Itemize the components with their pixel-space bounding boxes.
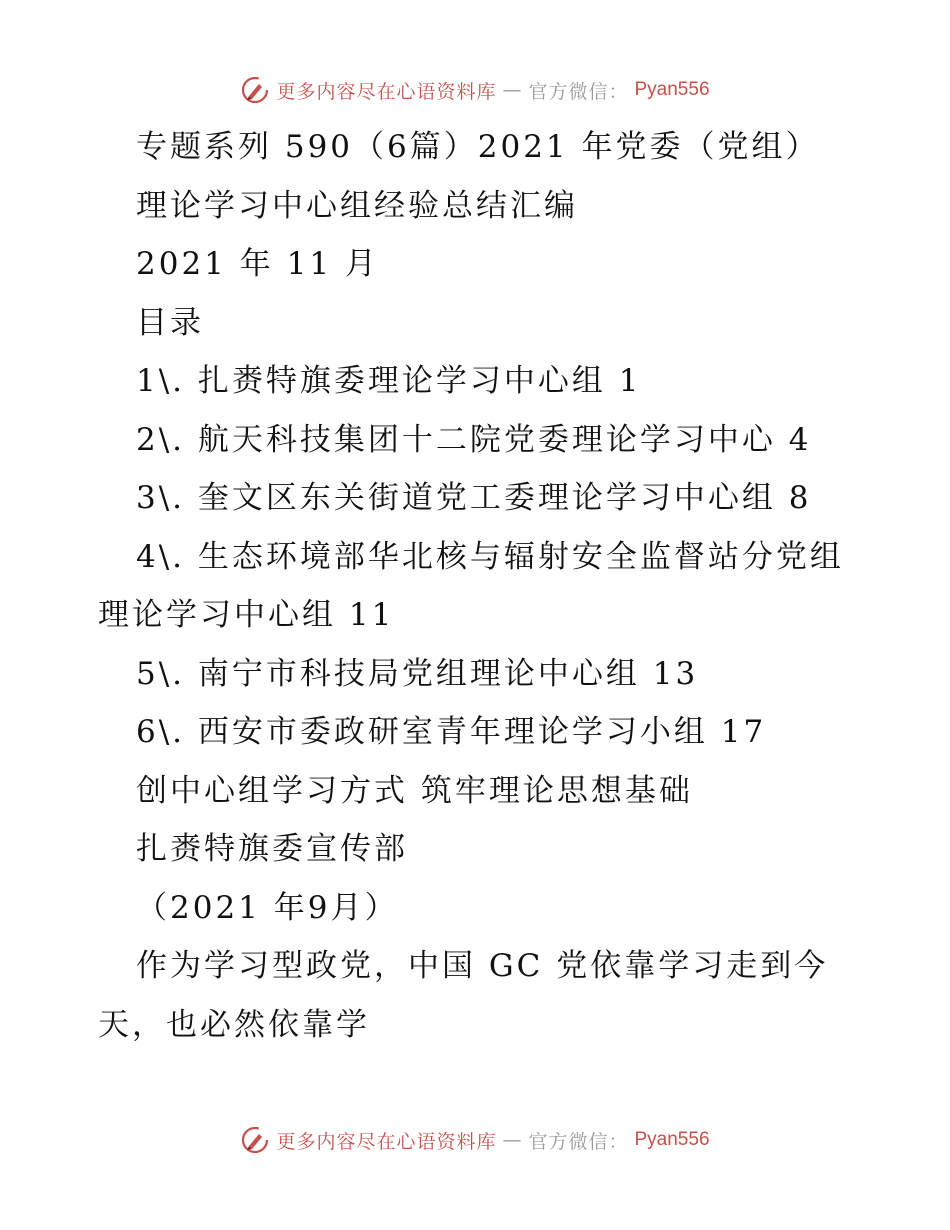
article-title: 创中心组学习方式 筑牢理论思想基础 <box>136 772 693 809</box>
document-date: 2021 年 11 月 <box>136 246 379 282</box>
watermark-separator: — <box>502 1129 523 1151</box>
watermark-id: Pyan556 <box>634 1129 710 1150</box>
toc-heading: 目录 <box>136 304 204 341</box>
toc-item-6: 6\. 西安市委政研室青年理论学习小组 17 <box>136 714 767 750</box>
pen-logo-icon <box>240 75 270 105</box>
toc-item-4: 4\. 生态环境部华北核与辐射安全监督站分党组 <box>136 538 844 575</box>
toc-item-2: 2\. 航天科技集团十二院党委理论学习中心 4 <box>136 421 812 458</box>
footer-watermark <box>0 1122 950 1158</box>
document-body <box>98 118 868 1054</box>
toc-item-3: 3\. 奎文区东关街道党工委理论学习中心组 8 <box>136 480 812 516</box>
pen-logo-icon <box>240 1125 270 1155</box>
body-paragraph-line-2: 天，也必然依靠学 <box>98 1006 370 1043</box>
watermark-text: 更多内容尽在心语资料库 <box>276 80 497 103</box>
watermark-separator: — <box>502 79 523 101</box>
document-title-line-1: 专题系列 590（6篇）2021 年党委（党组） <box>136 129 820 165</box>
document-title-line-2: 理论学习中心组经验总结汇编 <box>136 187 578 224</box>
article-date: （2021 年9月） <box>136 889 399 926</box>
watermark-label: 官方微信： <box>528 1130 629 1153</box>
watermark-id: Pyan556 <box>634 79 710 100</box>
body-paragraph-line-1: 作为学习型政党，中国 GC 党依靠学习走到今 <box>136 948 829 984</box>
watermark-label: 官方微信： <box>528 80 629 103</box>
toc-item-5: 5\. 南宁市科技局党组理论中心组 13 <box>136 655 699 692</box>
toc-item-4-continuation: 理论学习中心组 11 <box>98 597 395 633</box>
watermark-text: 更多内容尽在心语资料库 <box>276 1130 497 1153</box>
article-author: 扎赉特旗委宣传部 <box>136 831 408 867</box>
header-watermark <box>0 72 950 108</box>
toc-item-1: 1\. 扎赉特旗委理论学习中心组 1 <box>136 363 642 399</box>
